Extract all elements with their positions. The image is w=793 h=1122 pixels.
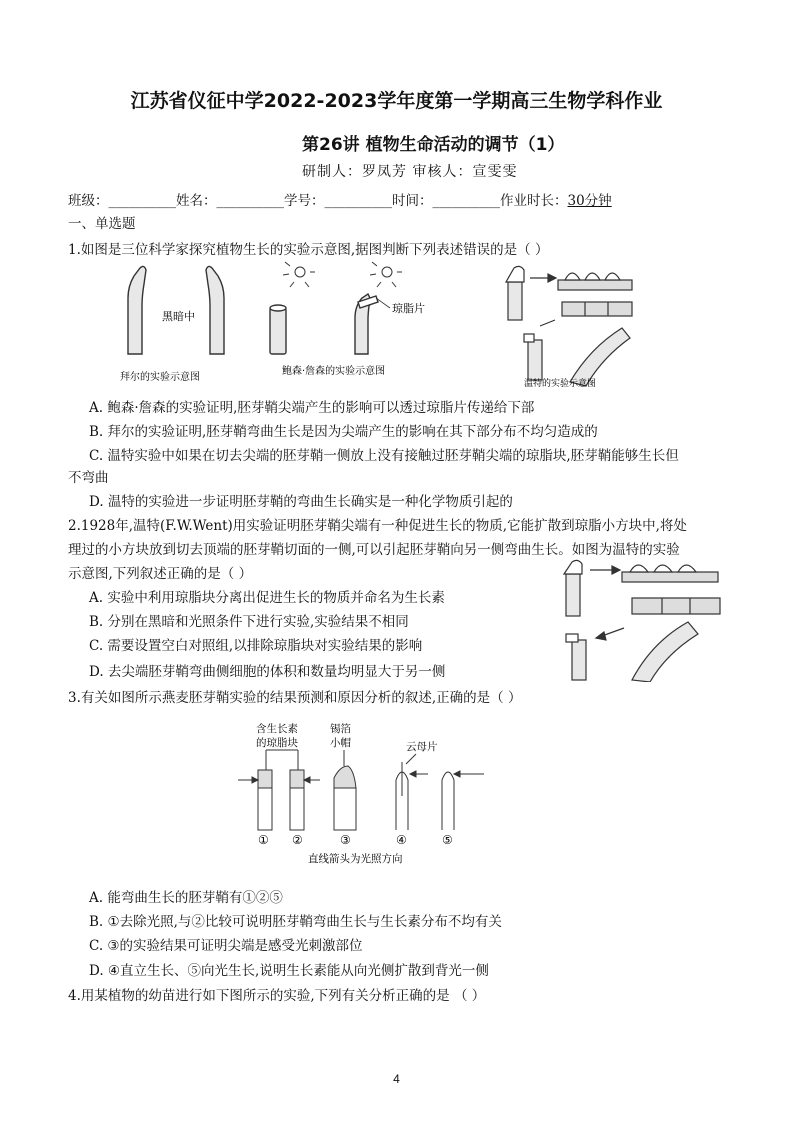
q1-option-d: D. 温特的实验进一步证明胚芽鞘的弯曲生长确实是一种化学物质引起的 — [89, 494, 513, 510]
q4-stem: 4.用某植物的幼苗进行如下图所示的实验,下列有关分析正确的是 （ ） — [68, 988, 486, 1004]
q1-figure — [110, 258, 640, 388]
label-n5: ⑤ — [442, 833, 453, 847]
q2-option-c: C. 需要设置空白对照组,以排除琼脂块对实验结果的影响 — [89, 638, 423, 654]
q2-option-d: D. 去尖端胚芽鞘弯曲侧细胞的体积和数量均明显大于另一侧 — [89, 664, 446, 680]
q2-stem-3: 示意图,下列叙述正确的是（ ） — [68, 566, 253, 582]
student-info-line — [68, 189, 612, 209]
label-caption: 直线箭头为光照方向 — [308, 853, 403, 865]
q3-option-b: B. ①去除光照,与②比较可说明胚芽鞘弯曲生长与生长素分布不均有关 — [89, 914, 502, 930]
label-went: 温特的实验示意图 — [524, 379, 597, 388]
label-foil-2: 小帽 — [330, 737, 351, 749]
q2-option-a: A. 实验中利用琼脂块分离出促进生长的物质并命名为生长素 — [89, 590, 445, 606]
label-foil-1: 锡箔 — [330, 723, 351, 735]
q1-option-a: A. 鲍森·詹森的实验证明,胚芽鞘尖端产生的影响可以透过琼脂片传递给下部 — [89, 400, 535, 416]
label-auxin-agar-2: 的琼脂块 — [256, 737, 298, 749]
q3-option-c: C. ③的实验结果可证明尖端是感受光刺激部位 — [89, 938, 363, 954]
label-bayliss: 拜尔的实验示意图 — [120, 372, 200, 383]
q2-figure — [556, 558, 726, 682]
label-dark: 黑暗中 — [162, 310, 195, 323]
boysen-coleoptiles — [270, 294, 378, 354]
authors-line: 研制人：罗凤芳 审核人：宣雯雯 — [302, 164, 518, 180]
q1-option-b: B. 拜尔的实验证明,胚芽鞘弯曲生长是因为尖端产生的影响在其下部分布不均匀造成的 — [89, 424, 598, 440]
q1-stem: 1.如图是三位科学家探究植物生长的实验示意图,据图判断下列表述错误的是（ ） — [68, 242, 549, 258]
q2-stem-1: 2.1928年,温特(F.W.Went)用实验证明胚芽鞘尖端有一种促进生长的物质,它能扩散到琼脂小方块中,将处 — [68, 518, 687, 534]
label-n2: ② — [292, 833, 303, 847]
page-title: 江苏省仪征中学2022-2023学年度第一学期高三生物学科作业 — [130, 90, 663, 112]
q3-stem: 3.有关如图所示燕麦胚芽鞘实验的结果预测和原因分析的叙述,正确的是（ ） — [68, 690, 522, 706]
q1-option-c-cont: 不弯曲 — [68, 470, 109, 486]
duration-value: 30分钟 — [567, 193, 612, 209]
q3-figure — [232, 716, 502, 866]
section-heading: 一、单选题 — [68, 216, 136, 232]
sun-icon — [283, 262, 402, 287]
q2-option-b: B. 分别在黑暗和光照条件下进行实验,实验结果不相同 — [89, 614, 409, 630]
label-n1: ① — [258, 833, 269, 847]
label-auxin-agar-1: 含生长素 — [256, 723, 298, 735]
label-boysen: 鲍森·詹森的实验示意图 — [282, 366, 386, 377]
label-mica: 云母片 — [406, 741, 438, 753]
q2-stem-2: 理过的小方块放到切去顶端的胚芽鞘切面的一侧,可以引起胚芽鞘向另一侧弯曲生长。如图为温特的实验 — [68, 542, 680, 558]
q3-option-d: D. ④直立生长、⑤向光生长,说明生长素能从向光侧扩散到背光一侧 — [89, 963, 489, 979]
label-n4: ④ — [396, 833, 407, 847]
page-number: 4 — [393, 1072, 400, 1086]
went-apparatus — [506, 266, 632, 386]
label-agar: 琼脂片 — [392, 302, 425, 315]
label-n3: ③ — [340, 833, 351, 847]
info-fields: 班级：__________姓名：__________学号：__________时间：__________作业时长： — [68, 193, 568, 209]
lesson-subtitle: 第26讲 植物生命活动的调节（1） — [302, 135, 565, 155]
q1-option-c: C. 温特实验中如果在切去尖端的胚芽鞘一侧放上没有接触过胚芽鞘尖端的琼脂块,胚芽鞘能够生长但 — [89, 448, 679, 464]
q3-option-a: A. 能弯曲生长的胚芽鞘有①②⑤ — [89, 890, 283, 906]
